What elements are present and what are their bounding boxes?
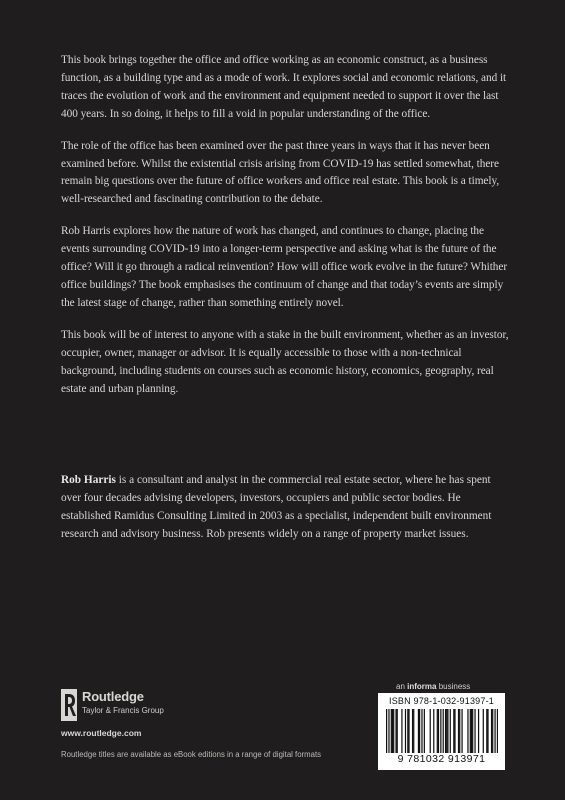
barcode-bar <box>450 709 451 753</box>
barcode-bar <box>474 709 475 753</box>
blurb-paragraph: This book will be of interest to anyone with a stake in the built environment, whether as an investor, occupier, owner, manager or advisor. It is equally accessible to those with a non-technical background, including students on courses such as economic history, economics, geography, real estate and urban planning. <box>61 328 509 395</box>
barcode-bar <box>405 709 406 753</box>
barcode-bar <box>454 709 455 753</box>
barcode-bar <box>492 709 493 753</box>
barcode-bar <box>407 709 408 753</box>
barcode-bar <box>459 709 460 753</box>
barcode-bar <box>388 709 389 753</box>
barcode-bar <box>467 709 468 753</box>
barcode-bar <box>443 709 444 753</box>
barcode-bar <box>447 709 448 753</box>
barcode-bar <box>424 709 425 753</box>
barcode-bar <box>497 709 498 753</box>
barcode-bar <box>491 709 492 753</box>
barcode-bar <box>413 709 414 753</box>
barcode-bar <box>494 709 495 753</box>
blurb-paragraph: Rob Harris explores how the nature of work has changed, and continues to change, placing the events surrounding COVID-19 into a longer-term perspective and asking what is the future of the office? Will it go through a radical reinvention? How will office work evolve in the future? Whither office buildings? The book emphasises the continuum of change and that today’s events are simply the latest stage of change, rather than something entirely novel. <box>61 225 508 309</box>
barcode-bar <box>461 709 462 753</box>
publisher-url[interactable]: www.routledge.com <box>61 728 142 738</box>
barcode-bar <box>458 709 459 753</box>
barcode-bar <box>437 709 438 753</box>
back-cover-blurb <box>61 52 513 412</box>
barcode-bar <box>470 709 471 753</box>
ebook-note: Routledge titles are available as eBook editions in a range of digital formats <box>61 750 322 759</box>
barcode-bar <box>408 709 409 753</box>
blurb-paragraph: This book brings together the office and office working as an economic construct, as a business function, as a building type and as a mode of work. It explores social and economic relations, and it traces the evolution of work and the environment and equipment needed to support it over the last 400 years. In so doing, it helps to fill a void in popular understanding of the office. <box>61 54 507 120</box>
barcode-bar <box>393 709 394 753</box>
barcode-bar <box>472 709 473 753</box>
barcode-bar <box>486 709 487 753</box>
routledge-r-icon <box>61 689 77 721</box>
barcode-bar <box>401 709 402 753</box>
isbn-barcode <box>378 693 505 770</box>
barcode-bar <box>418 709 419 753</box>
barcode-bar <box>391 709 392 753</box>
barcode-bar <box>433 709 434 753</box>
barcode-bar <box>478 709 479 753</box>
publisher-name: Routledge <box>82 689 144 704</box>
publisher-group: Taylor & Francis Group <box>82 706 164 715</box>
barcode-bar <box>419 709 420 753</box>
barcode-bar <box>421 709 422 753</box>
barcode-bar <box>446 709 447 753</box>
barcode-bar <box>392 709 393 753</box>
barcode-bars <box>386 709 498 753</box>
routledge-logo <box>61 689 221 729</box>
author-bio-text: is a consultant and analyst in the commercial real estate sector, where he has spent over four decades advising developers, investors, occupiers and public sector bodies. He established Ramidus Consulting Limited in 2003 as a specialist, independent built environment research and advisory business. Rob presents widely on a range of property market issues. <box>61 474 492 540</box>
barcode-digits: 9 781032 913971 <box>397 753 486 765</box>
author-bio <box>61 472 513 544</box>
barcode-bar <box>440 709 441 753</box>
blurb-paragraph: The role of the office has been examined over the past three years in ways that it has never been examined before. Whilst the existential crisis arising from COVID-19 has settled somewhat, there remain big questions over the future of office workers and office real estate. This book is a timely, well-researched and fascinating contribution to the debate. <box>61 139 500 206</box>
barcode-bar <box>445 709 446 753</box>
barcode-bar <box>397 709 398 753</box>
barcode-bar <box>487 709 488 753</box>
barcode-bar <box>412 709 413 753</box>
barcode-bar <box>438 709 439 753</box>
barcode-bar <box>395 709 396 753</box>
barcode-bar <box>430 709 431 753</box>
barcode-bar <box>471 709 472 753</box>
barcode-bar <box>386 709 387 753</box>
barcode-bar <box>483 709 484 753</box>
barcode-bar <box>453 709 454 753</box>
informa-business-label: an informa business <box>396 682 471 691</box>
author-name: Rob Harris <box>61 474 116 486</box>
isbn-label: ISBN 978-1-032-91397-1 <box>389 696 494 706</box>
